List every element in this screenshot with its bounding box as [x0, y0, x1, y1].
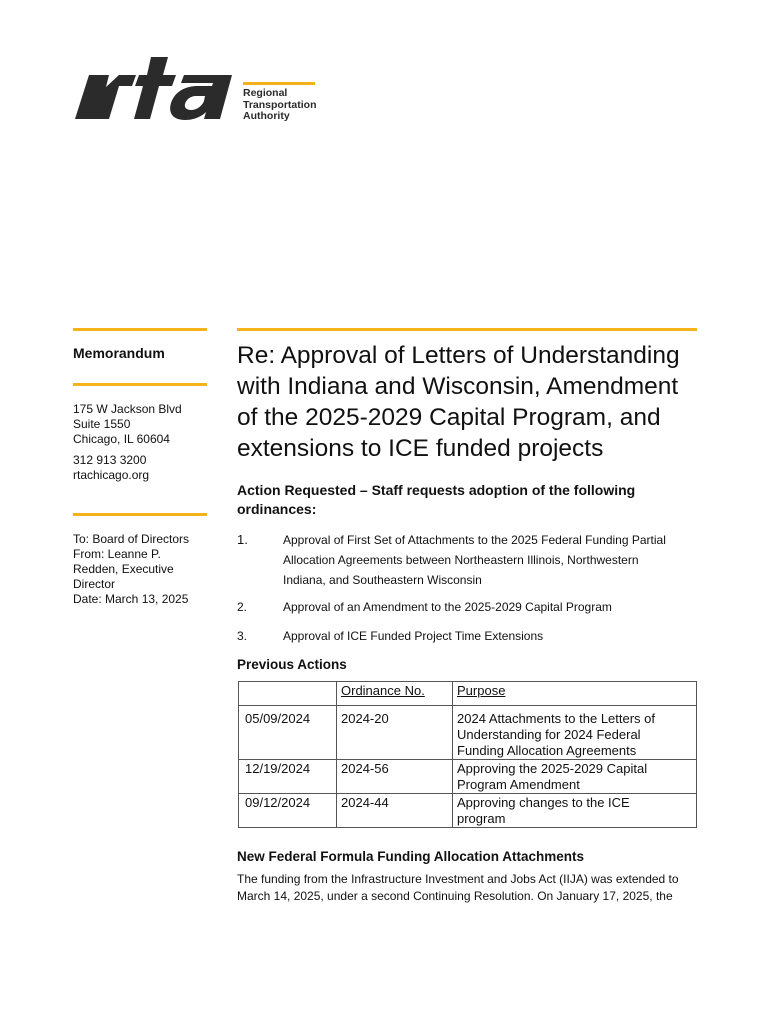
table-header-cell: Ordinance No.	[337, 682, 453, 706]
previous-actions-table	[238, 681, 697, 828]
table-cell-ordinance: 2024-56	[337, 760, 453, 794]
address-line: Chicago, IL 60604	[73, 432, 170, 446]
memorandum-label: Memorandum	[73, 345, 165, 361]
item-text	[283, 626, 703, 646]
memo-details	[73, 532, 213, 607]
paragraph-line: March 14, 2025, under a second Continuing Resolution. On January 17, 2025, the	[237, 889, 673, 903]
item-line: Approval of an Amendment to the 2025-2029 Capital Program	[283, 600, 612, 614]
title-rule	[237, 328, 697, 331]
sidebar-rule-mid	[73, 383, 207, 386]
item-line: Indiana, and Southeastern Wisconsin	[283, 573, 482, 587]
sidebar-rule-top	[73, 328, 207, 331]
item-number: 2.	[237, 600, 248, 614]
title-line: Re: Approval of Letters of Understanding	[237, 342, 680, 369]
memo-from-line: Director	[73, 577, 116, 591]
action-line: ordinances:	[237, 501, 317, 517]
item-number: 3.	[237, 629, 248, 643]
purpose-line: Approving changes to the ICE	[457, 795, 630, 810]
title-line: of the 2025-2029 Capital Program, and	[237, 404, 661, 431]
purpose-line: Funding Allocation Agreements	[457, 743, 637, 758]
paragraph-line: The funding from the Infrastructure Investment and Jobs Act (IIJA) was extended to	[237, 872, 679, 886]
address-line: Suite 1550	[73, 417, 131, 431]
logo-line: Regional	[243, 87, 288, 99]
memo-to: To: Board of Directors	[73, 532, 190, 546]
previous-actions-heading: Previous Actions	[237, 657, 347, 672]
purpose-line: Understanding for 2024 Federal	[457, 727, 641, 742]
item-number: 1.	[237, 532, 248, 547]
table-cell-purpose	[453, 760, 697, 794]
logo-line: Authority	[243, 110, 290, 122]
memo-from-line: From: Leanne P.	[73, 547, 161, 561]
purpose-line: Program Amendment	[457, 777, 580, 792]
table-header-cell: Purpose	[453, 682, 697, 706]
table-cell-date: 05/09/2024	[239, 706, 337, 760]
title-line: with Indiana and Wisconsin, Amendment	[237, 373, 679, 400]
item-text	[283, 597, 703, 617]
logo-text	[243, 88, 317, 123]
table-cell-date: 09/12/2024	[239, 794, 337, 828]
address-line: 175 W Jackson Blvd	[73, 402, 182, 416]
memo-from-line: Redden, Executive	[73, 562, 174, 576]
item-line: Approval of First Set of Attachments to the 2025 Federal Funding Partial	[283, 533, 666, 547]
item-line: Allocation Agreements between Northeastern Illinois, Northwestern	[283, 553, 639, 567]
section-paragraph	[237, 871, 707, 905]
table-cell-date: 12/19/2024	[239, 760, 337, 794]
sidebar-rule-low	[73, 513, 207, 516]
table-row	[239, 760, 697, 794]
table-cell-ordinance: 2024-20	[337, 706, 453, 760]
phone-number: 312 913 3200	[73, 453, 147, 467]
item-text	[283, 530, 703, 590]
purpose-line: 2024 Attachments to the Letters of	[457, 711, 656, 726]
table-header-row	[239, 682, 697, 706]
rta-wordmark	[75, 57, 232, 120]
action-requested	[237, 481, 697, 519]
website-link[interactable]: rtachicago.org	[73, 468, 150, 482]
title-line: extensions to ICE funded projects	[237, 435, 604, 462]
table-cell-purpose	[453, 794, 697, 828]
table-header-cell	[239, 682, 337, 706]
table-cell-purpose	[453, 706, 697, 760]
logo-line: Transportation	[243, 98, 317, 111]
memo-date: Date: March 13, 2025	[73, 592, 189, 606]
memo-title	[237, 340, 707, 464]
purpose-line: Approving the 2025-2029 Capital	[457, 761, 648, 776]
sender-address	[73, 402, 213, 483]
action-line: Action Requested – Staff requests adoption of the following	[237, 482, 636, 498]
table-cell-ordinance: 2024-44	[337, 794, 453, 828]
section-heading: New Federal Formula Funding Allocation Attachments	[237, 849, 585, 864]
table-row	[239, 794, 697, 828]
item-line: Approval of ICE Funded Project Time Extensions	[283, 629, 544, 643]
purpose-line: program	[457, 811, 506, 826]
table-row	[239, 706, 697, 760]
logo-accent-rule	[243, 82, 315, 85]
